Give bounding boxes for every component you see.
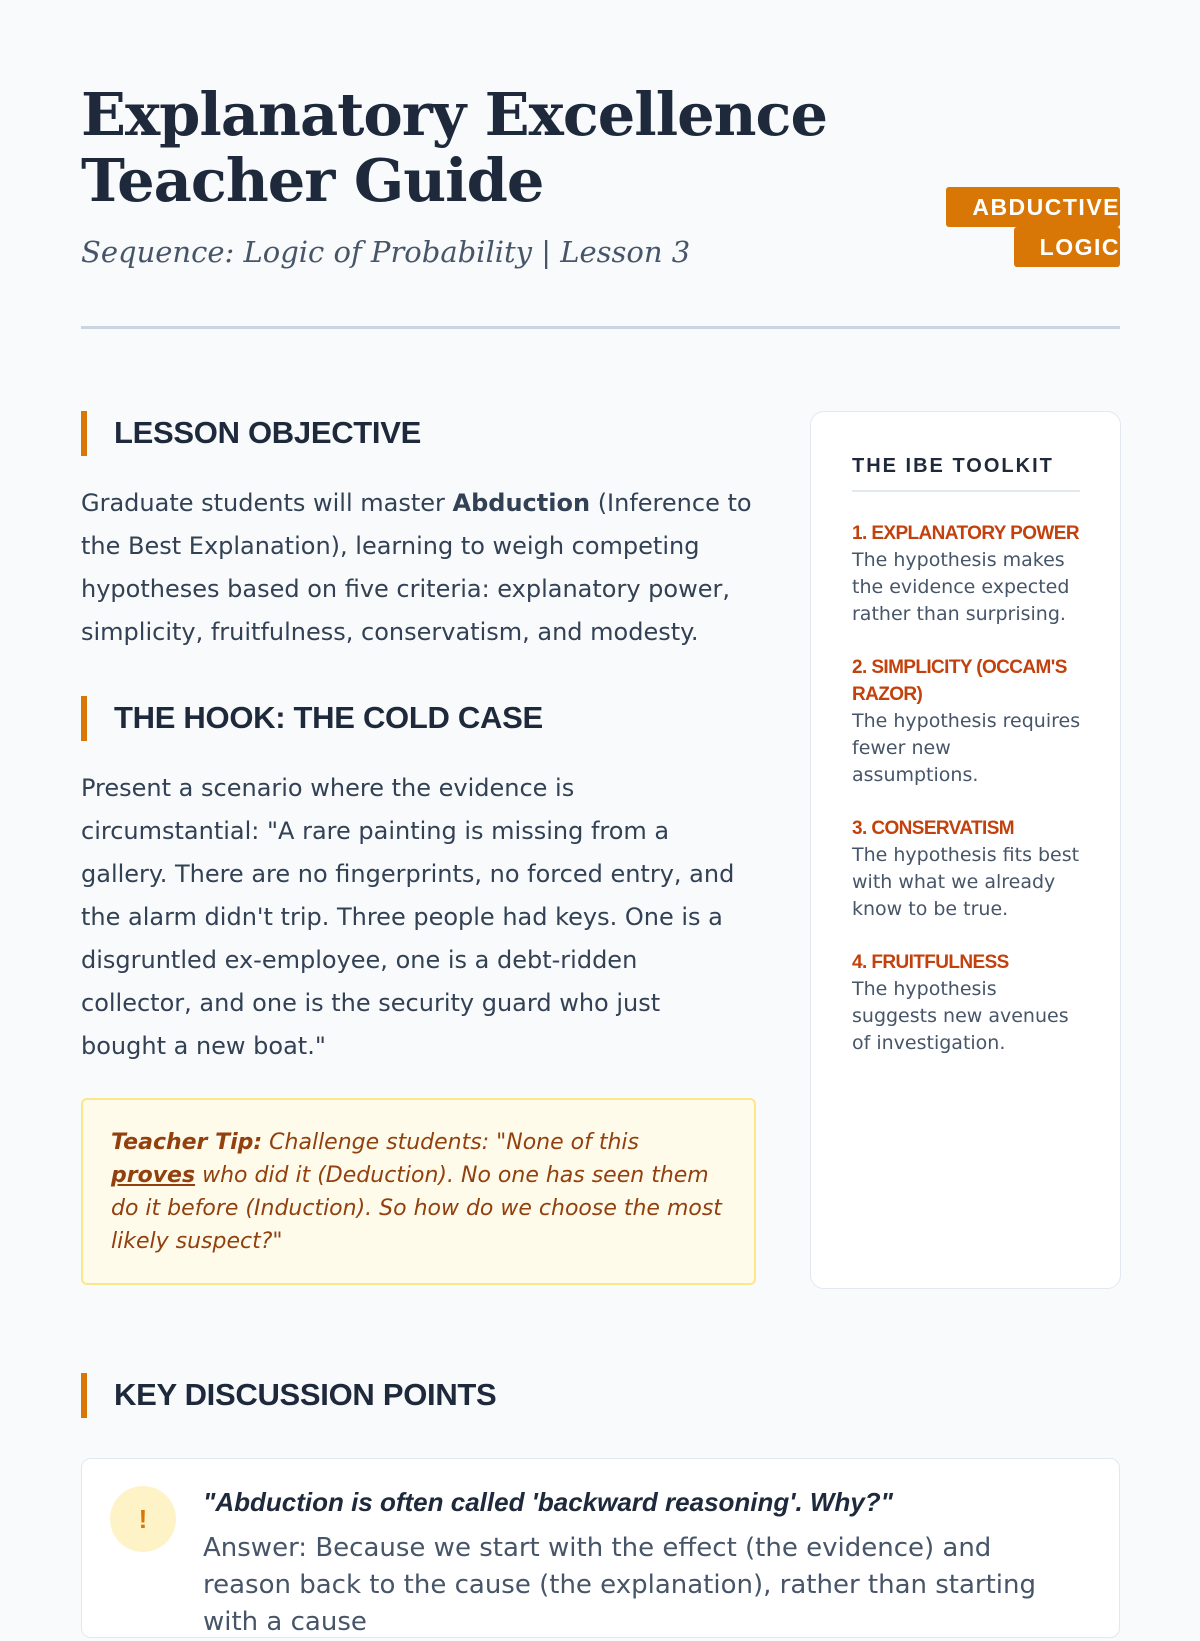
teacher-tip-callout <box>81 1098 756 1285</box>
discussion-answer: Answer: Because we start with the effect (the evidence) and reason back to the cause (the explanation), rather than starting with a cause <box>203 1533 1037 1637</box>
hook-text: Present a scenario where the evidence is circumstantial: "A rare painting is missing from a gallery. There are no fingerprints, no forced entry, and the alarm didn't trip. Three people had keys. One is a disgruntled ex-employee, one is a debt-ridden collector, and one is the security guard who just bought a new boat." <box>81 774 735 1060</box>
page-title-line-2: Teacher Guide <box>81 146 544 215</box>
teacher-tip-emphasis: proves <box>111 1163 196 1188</box>
toolkit-title: THE IBE TOOLKIT <box>852 452 1080 492</box>
teacher-guide-page <box>81 0 1120 1637</box>
header-divider <box>81 326 1120 329</box>
ibe-toolkit-sidebar <box>810 411 1121 1289</box>
teacher-tip-text-start: Challenge students: "None of this <box>262 1130 639 1155</box>
criterion-name: 3. CONSERVATISM <box>852 818 1015 839</box>
objective-heading: LESSON OBJECTIVE <box>81 410 756 456</box>
topic-badge <box>936 187 1120 267</box>
objective-text-intro: Graduate students will master <box>81 489 453 517</box>
topic-badge-label: ABDUCTIVE LOGIC <box>946 187 1120 267</box>
teacher-tip-text-end: who did it (Deduction). No one has seen them do it before (Induction). So how do we choose the most likely suspect?" <box>111 1163 722 1254</box>
objective-text <box>81 482 756 654</box>
page-header <box>81 0 1120 330</box>
main-content <box>81 410 756 1285</box>
page-title <box>81 82 841 214</box>
objective-key-term: Abduction <box>452 489 591 517</box>
criterion-conservatism <box>852 815 1080 923</box>
teacher-tip-label: Teacher Tip: <box>111 1130 263 1155</box>
criterion-explanatory-power <box>852 520 1080 628</box>
criterion-name: 2. SIMPLICITY (OCCAM'S RAZOR) <box>852 657 1067 705</box>
criterion-simplicity <box>852 654 1080 789</box>
page-subtitle: Sequence: Logic of Probability | Lesson 3 <box>81 235 691 269</box>
criterion-name: 4. FRUITFULNESS <box>852 952 1009 973</box>
criterion-description: The hypothesis makes the evidence expected rather than surprising. <box>852 549 1070 625</box>
objective-text-rest: (Inference to the Best Explanation), learning to weigh competing hypotheses based on five criteria: explanatory power, simplicity, fruitfulness, conservatism, and modesty. <box>81 489 752 646</box>
discussion-heading: KEY DISCUSSION POINTS <box>81 1372 496 1418</box>
criterion-description: The hypothesis fits best with what we already know to be true. <box>852 844 1080 920</box>
discussion-question: "Abduction is often called 'backward reasoning'. Why?" <box>203 1487 894 1517</box>
hook-heading: THE HOOK: THE COLD CASE <box>81 695 756 741</box>
criterion-name: 1. EXPLANATORY POWER <box>852 523 1079 544</box>
criterion-fruitfulness <box>852 949 1080 1057</box>
criterion-description: The hypothesis requires fewer new assumptions. <box>852 710 1081 786</box>
discussion-card <box>81 1458 1120 1638</box>
exclamation-icon: ! <box>110 1486 176 1552</box>
criterion-description: The hypothesis suggests new avenues of investigation. <box>852 978 1069 1054</box>
page-title-line-1: Explanatory Excellence <box>81 80 828 149</box>
criteria-list <box>852 520 1080 1057</box>
